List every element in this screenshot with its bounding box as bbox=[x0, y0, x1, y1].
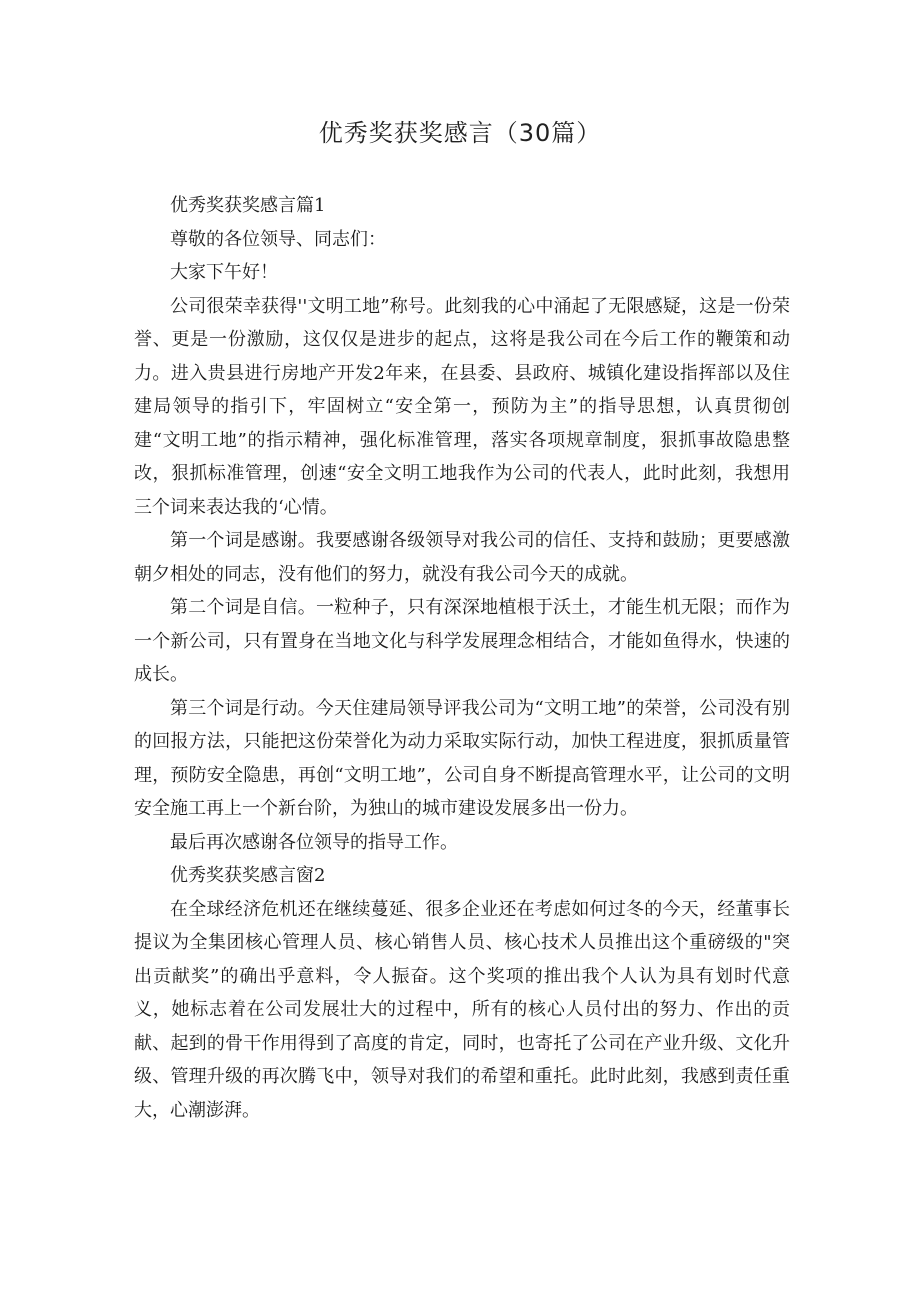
paragraph-action: 第三个词是行动。今天住建局领导评我公司为“文明工地”的荣誉，公司没有别的回报方法，只能把这份荣誉化为动力采取实际行动，加快工程进度，狠抓质量管理，预防安全隐患，再创“文明工地”，公司自身不断提高管理水平，让公司的文明安全施工再上一个新台阶，为独山的城市建设发展多出一份力。 bbox=[134, 697, 790, 819]
paragraph-award: 在全球经济危机还在继续蔓延、很多企业还在考虑如何过冬的今天，经董事长提议为全集团核心管理人员、核心销售人员、核心技术人员推出这个重磅级的"突出贡献奖”的确出乎意料，令人振奋。这个奖项的推出我个人认为具有划时代意义，她标志着在公司发展壮大的过程中，所有的核心人员付出的努力、作出的贡献、起到的骨干作用得到了高度的肯定，同时，也寄托了公司在产业升级、文化升级、管理升级的再次腾飞中，领导对我们的希望和重托。此时此刻，我感到责任重大，心潮澎湃。 bbox=[134, 898, 790, 1121]
paragraph-thanks: 第一个词是感谢。我要感谢各级领导对我公司的信任、支持和鼓励；更要感激朝夕相处的同志，没有他们的努力，就没有我公司今天的成就。 bbox=[134, 530, 790, 585]
section-heading-2: 优秀奖获奖感言窗2 bbox=[170, 865, 326, 886]
section-heading-1: 优秀奖获奖感言篇1 bbox=[170, 195, 326, 216]
document-body bbox=[134, 189, 790, 1127]
paragraph-intro: 公司很荣幸获得''文明工地”称号。此刻我的心中涌起了无限感疑，这是一份荣誉、更是一份激励，这仅仅是进步的起点，这将是我公司在今后工作的鞭策和动力。进入贵县进行房地产开发2年来，在县委、县政府、城镇化建设指挥部以及住建局领导的指引下，牢固树立“安全第一，预防为主”的指导思想，认真贯彻创建“文明工地”的指示精神，强化标准管理，落实各项规章制度，狠抓事故隐患整改，狠抓标准管理，创速“安全文明工地我作为公司的代表人，此时此刻，我想用三个词来表达我的‘心情。 bbox=[134, 295, 790, 518]
salutation: 尊敬的各位领导、同志们： bbox=[170, 228, 386, 250]
paragraph-confidence: 第二个词是自信。一粒种子，只有深深地植根于沃土，才能生机无限；而作为一个新公司，只有置身在当地文化与科学发展理念相结合，才能如鱼得水，快速的成长。 bbox=[134, 597, 790, 685]
document-title: 优秀奖获奖感言（30篇） bbox=[318, 119, 602, 147]
paragraph-closing: 最后再次感谢各位领导的指导工作。 bbox=[170, 831, 458, 853]
greeting: 大家下午好！ bbox=[170, 262, 278, 283]
